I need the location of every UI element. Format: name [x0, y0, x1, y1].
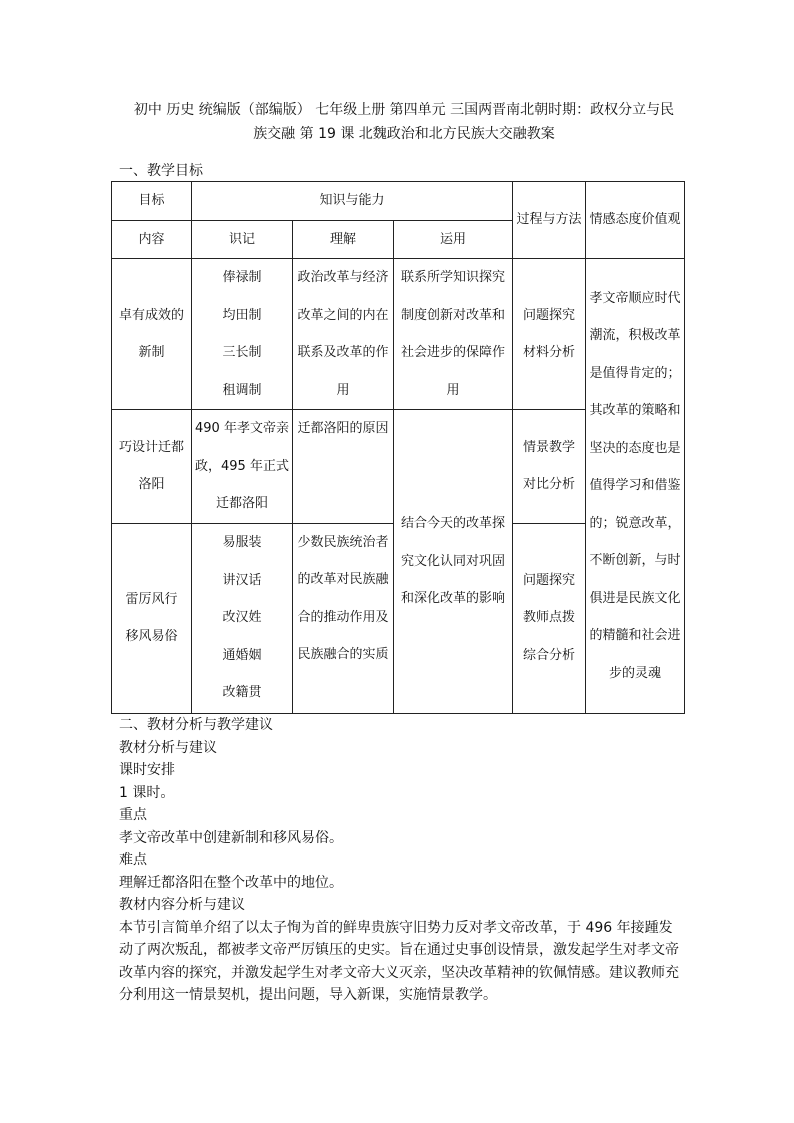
row2-memorize: 490 年孝文帝亲 政，495 年正式 迁都洛阳: [192, 410, 293, 524]
header-memorize: 识记: [192, 220, 293, 259]
objectives-table: [111, 181, 685, 714]
header-knowledge-ability: 知识与能力: [192, 182, 513, 221]
row3-process: 问题探究 教师点拨 综合分析: [513, 523, 586, 713]
section-heading-analysis: 二、教材分析与教学建议: [119, 717, 273, 733]
section-heading-objectives: 一、教学目标: [119, 163, 203, 179]
apply-merged-cell: 结合今天的改革探 究文化认同对巩固 和深化改革的影响: [394, 410, 513, 714]
key-point-label: 重点: [119, 807, 147, 823]
header-emotion-values: 情感态度价值观: [586, 182, 685, 259]
row1-apply: 联系所学知识探究 制度创新对改革和 社会进步的保障作 用: [394, 259, 513, 410]
row3-understand: 少数民族统治者 的改革对民族融 合的推动作用及 民族融合的实质: [293, 523, 394, 713]
document-title: [112, 98, 696, 146]
emotion-values-cell: 孝文帝顺应时代 潮流，积极改革 是值得肯定的； 其改革的策略和 坚决的态度也是 值得学习和借鉴 的；锐意改革， 不断创新，与时 俱进是民族文化 的精髓和社会进 步的灵魂: [586, 259, 685, 714]
difficulty-text: 理解迁都洛阳在整个改革中的地位。: [119, 874, 343, 891]
paragraph-line-3: 改革内容的探究，并激发起学生对孝文帝大义灭亲，坚决改革精神的钦佩情感。建议教师充: [119, 964, 679, 981]
row1-process: 问题探究 材料分析: [513, 259, 586, 410]
subheading-schedule: 课时安排: [119, 762, 175, 778]
row1-content: 卓有成效的 新制: [112, 259, 192, 410]
key-point-text: 孝文帝改革中创建新制和移风易俗。: [119, 829, 343, 846]
paragraph-line-1: 本节引言简单介绍了以太子恂为首的鲜卑贵族守旧势力反对孝文帝改革，于 496 年接踵发: [119, 919, 673, 936]
row3-memorize: 易服装 讲汉话 改汉姓 通婚姻 改籍贯: [192, 523, 293, 713]
row1-understand: 政治改革与经济 改革之间的内在 联系及改革的作 用: [293, 259, 394, 410]
header-content: 内容: [112, 220, 192, 259]
header-target: 目标: [112, 182, 192, 221]
row2-process: 情景教学 对比分析: [513, 410, 586, 524]
paragraph-line-2: 动了两次叛乱，都被孝文帝严厉镇压的史实。旨在通过史事创设情景，激发起学生对孝文帝: [119, 942, 679, 958]
subheading-content-analysis: 教材内容分析与建议: [119, 897, 245, 913]
title-line-1: 初中 历史 统编版（部编版） 七年级上册 第四单元 三国两晋南北朝时期：政权分立与民: [133, 102, 675, 118]
row2-understand: 迁都洛阳的原因: [293, 410, 394, 524]
difficulty-label: 难点: [119, 852, 147, 868]
paragraph-line-4: 分利用这一情景契机，提出问题，导入新课，实施情景教学。: [119, 987, 497, 1003]
analysis-section: [119, 714, 691, 1007]
subheading-material-analysis: 教材分析与建议: [119, 739, 217, 756]
schedule-hours: 1 课时。: [119, 784, 175, 801]
header-process-method: 过程与方法: [513, 182, 586, 259]
row1-memorize: 俸禄制 均田制 三长制 租调制: [192, 259, 293, 410]
row2-content: 巧设计迁都 洛阳: [112, 410, 192, 524]
header-understand: 理解: [293, 220, 394, 259]
title-line-2: 族交融 第 19 课 北魏政治和北方民族大交融教案: [253, 126, 555, 142]
header-apply: 运用: [394, 220, 513, 259]
row3-content: 雷厉风行 移风易俗: [112, 523, 192, 713]
